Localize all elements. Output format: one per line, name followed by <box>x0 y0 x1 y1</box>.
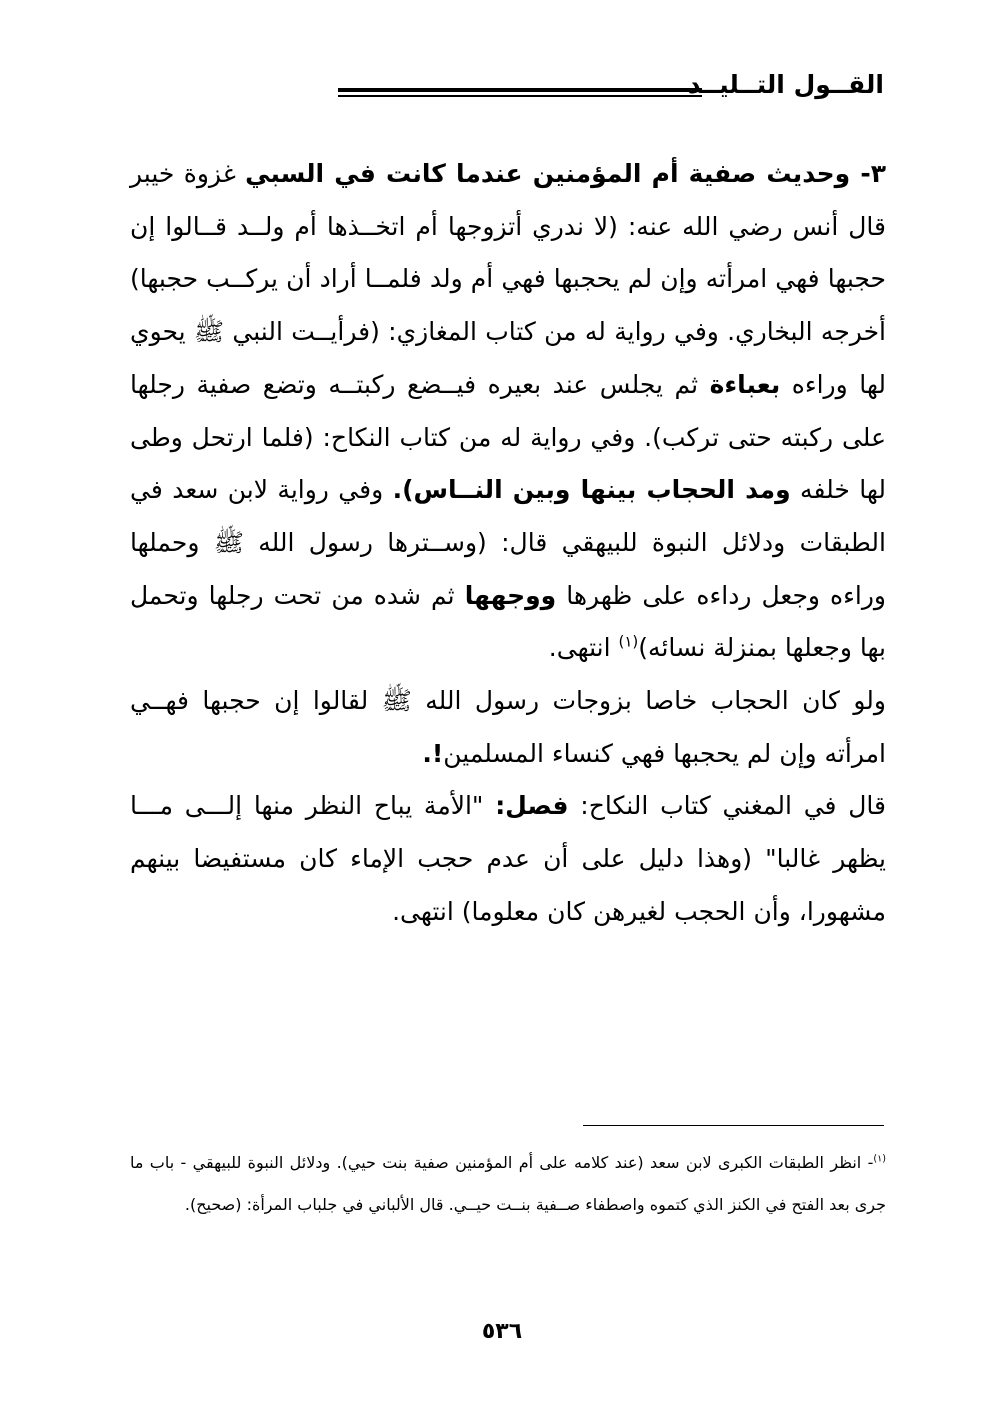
text-segment: وفي رواية لابن سعد في الطبقات ودلائل النبوة للبيهقي قال: (وســترها رسول الله ﷺ وحملها وراءه وجعل رداءه على ظهرها <box>130 475 886 610</box>
paragraph <box>130 780 886 938</box>
page-number: ٥٣٦ <box>481 1319 523 1344</box>
text-segment: ثم يجلس عند بعيره فيــضع ركبتــه وتضع صفية رجلها على ركبته حتى تركب). وفي رواية له من كتاب النكاح: (فلما ارتحل وطى لها خلفه <box>130 369 886 505</box>
text-segment: ووجهها <box>464 580 557 610</box>
text-segment: ولو كان الحجاب خاصا بزوجات رسول الله ﷺ لقالوا إن حجبها فهــي امرأته وإن لم يحجبها فهي كنساء المسلمين <box>130 686 886 768</box>
text-segment: بعباءة <box>709 369 781 399</box>
running-header <box>128 70 884 110</box>
text-segment: ومد الحجاب بينها وبين النــاس). <box>392 475 791 505</box>
text-segment: !. <box>422 738 444 768</box>
text-segment: "الأمة يباح النظر منها إلـــى مـــا يظهر غالبا" (وهذا دليل على أن عدم حجب الإماء كان مستفيضا بينهم مشهورا، وأن الحجب لغيرهن كان معلوما) انتهى. <box>130 791 886 926</box>
paragraph <box>130 148 886 675</box>
paragraph <box>130 675 886 780</box>
header-rule <box>338 88 702 97</box>
text-segment: ثم شده من تحت رجلها وتحمل بها وجعلها بمنزلة نسائه) <box>130 580 886 663</box>
text-segment: قال في المغني كتاب النكاح: <box>568 791 887 821</box>
text-segment: غزوة خيبر قال أنس رضي الله عنه: (لا ندري أتزوجها أم اتخــذها أم ولــد قــالوا إن حجبها فهي امرأته وإن لم يحجبها فهي أم ولد فلمــا أراد أن يركــب حجبها) أخرجه البخاري. وفي رواية له من كتاب المغازي: (فرأيــت النبي ﷺ يحوي لها وراءه <box>130 159 886 399</box>
header-title: القــول التــليــد <box>687 70 884 99</box>
footnote-separator <box>583 1125 884 1126</box>
text-segment: فصل: <box>495 791 569 821</box>
footnote <box>130 1142 886 1226</box>
text-segment: انتهى. <box>548 633 619 663</box>
footnote-marker: (١) <box>873 1153 886 1165</box>
footnote-reference[interactable]: (١) <box>618 633 639 651</box>
footnotes <box>130 1142 886 1226</box>
footnote-text: - انظر الطبقات الكبرى لابن سعد (عند كلامه على أم المؤمنين صفية بنت حيي). ودلائل النبوة للبيهقي - باب ما جرى بعد الفتح في الكنز الذي كتموه واصطفاء صــفية بنــت حيــي. قال الألباني في جلباب المرأة: (صحيح). <box>130 1153 886 1214</box>
text-segment: ٣- وحديث صفية أم المؤمنين عندما كانت في السبي <box>245 159 886 188</box>
body-text <box>130 148 886 939</box>
